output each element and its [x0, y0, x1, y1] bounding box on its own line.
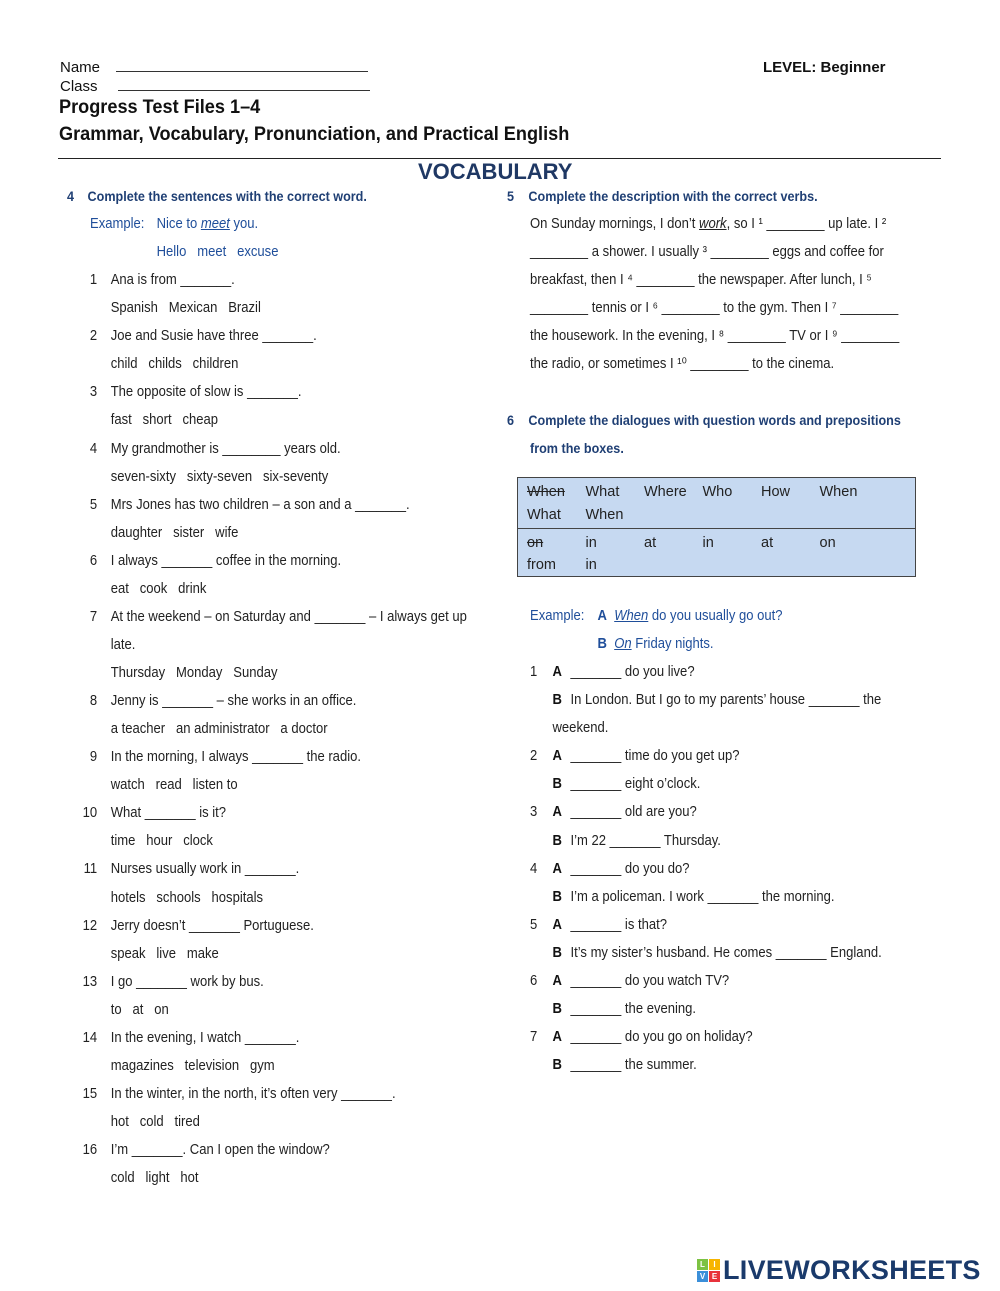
word-box: [517, 477, 916, 577]
ex4-item-options: [90, 463, 329, 491]
ex4-item-line: [89, 435, 341, 463]
item-number: 14: [82, 1029, 98, 1046]
speaker-a: A: [552, 916, 562, 933]
item-number: 6: [89, 552, 98, 569]
logo-tile: V: [697, 1271, 708, 1282]
preposition: in: [585, 557, 597, 573]
word-options[interactable]: eat cook drink: [110, 580, 207, 597]
item-sentence[interactable]: Nurses usually work in _______.: [110, 861, 300, 878]
ex5-text: On Sunday mornings, I don’t: [530, 216, 700, 232]
ex4-item-options: [90, 996, 169, 1024]
dialogue-text[interactable]: I’m a policeman. I work _______ the morning.: [570, 888, 835, 905]
speaker-a: A: [552, 804, 562, 821]
question-words-row: [518, 478, 915, 528]
dialogue-line-a: [530, 798, 697, 826]
item-number: 1: [530, 664, 538, 681]
preposition: on: [819, 535, 836, 551]
ex4-item-options: [90, 659, 278, 687]
example-text: you.: [229, 216, 259, 232]
preposition: in: [702, 535, 714, 551]
ex6-number: 6: [507, 412, 515, 428]
speaker-a: A: [552, 664, 562, 681]
item-sentence[interactable]: Jenny is _______ – she works in an office.: [110, 693, 357, 710]
dialogue-line-b: [530, 995, 697, 1023]
dialogue-line-a: [530, 658, 695, 686]
prepositions-row: [518, 528, 915, 578]
preposition: at: [644, 535, 657, 551]
word-options[interactable]: seven-sixty sixty-seven six-seventy: [110, 468, 329, 485]
item-number: 2: [530, 748, 538, 765]
question-word: When: [585, 506, 624, 523]
ex6-instruction: [507, 412, 901, 428]
dialogue-line-a: [530, 911, 668, 939]
example-text: Friday nights.: [631, 636, 714, 653]
speaker-a: A: [552, 972, 562, 989]
item-sentence[interactable]: Jerry doesn’t _______ Portuguese.: [110, 917, 314, 934]
word-options[interactable]: Thursday Monday Sunday: [110, 665, 278, 681]
speaker-b: B: [552, 832, 562, 849]
ex4-instruction-text: Complete the sentences with the correct word.: [87, 188, 367, 204]
dialogue-text[interactable]: I’m 22 _______ Thursday.: [570, 832, 721, 849]
speaker-a: A: [597, 608, 607, 624]
ex4-item-line: [89, 547, 342, 575]
preposition: in: [585, 535, 597, 551]
item-number: 6: [530, 972, 538, 989]
ex4-number: 4: [67, 188, 75, 204]
ex4-item-options: [90, 294, 261, 322]
ex4-item-line: [82, 1136, 330, 1164]
ex6-example-a: [530, 602, 783, 630]
item-number: 1: [89, 272, 98, 289]
level-label: LEVEL: Beginner: [763, 59, 886, 76]
ex4-item-line: [82, 968, 264, 996]
example-label: Example:: [530, 608, 585, 624]
ex4-item-line: [89, 266, 235, 294]
preposition: on: [527, 535, 544, 551]
ex4-item-line: [89, 491, 410, 519]
item-number: 5: [89, 496, 98, 513]
item-number: 13: [82, 973, 98, 990]
ex5-text: , so I ¹ ________ up late. I ²: [726, 216, 887, 232]
dialogue-text[interactable]: _______ do you do?: [570, 860, 690, 877]
speaker-a: A: [552, 860, 562, 877]
item-number: 16: [82, 1142, 98, 1159]
dialogue-text[interactable]: In London. But I go to my parents’ house _______ the: [570, 692, 882, 709]
ex5-instruction-text: Complete the description with the correct verbs.: [528, 188, 818, 204]
question-word: Where: [644, 484, 687, 500]
dialogue-line-b: [530, 714, 609, 742]
ex5-number: 5: [507, 188, 515, 204]
item-sentence[interactable]: In the evening, I watch _______.: [110, 1029, 300, 1046]
word-options[interactable]: Spanish Mexican Brazil: [110, 300, 261, 317]
item-sentence[interactable]: At the weekend – on Saturday and _______ – I always get up: [110, 608, 467, 625]
name-field[interactable]: [60, 59, 368, 76]
ex4-item-options: [90, 519, 239, 547]
ex4-item-line: [82, 912, 314, 940]
dialogue-text[interactable]: _______ do you watch TV?: [570, 972, 730, 989]
dialogue-text[interactable]: _______ the evening.: [570, 1000, 697, 1017]
ex4-item-options: [90, 884, 264, 912]
dialogue-text[interactable]: _______ eight o’clock.: [570, 776, 701, 793]
item-number: 11: [83, 861, 98, 878]
example-options: Hello meet excuse: [156, 244, 279, 261]
ex4-item-options: [90, 1164, 199, 1192]
example-answer: On: [614, 636, 632, 653]
word-options[interactable]: magazines television gym: [110, 1057, 275, 1074]
preposition: at: [761, 535, 774, 551]
dialogue-text[interactable]: _______ old are you?: [570, 804, 697, 821]
ex4-item-options: [90, 940, 219, 968]
speaker-b: B: [552, 776, 562, 793]
ex6-instruction-text-2: from the boxes.: [530, 440, 624, 456]
ex4-item-options: [90, 575, 207, 603]
item-sentence[interactable]: In the winter, in the north, it’s often very _______.: [110, 1085, 396, 1102]
ex6-dialogues: [530, 602, 882, 1079]
preposition: from: [527, 557, 556, 573]
name-blank[interactable]: [116, 59, 368, 72]
item-number: 3: [530, 804, 538, 821]
ex4-item-line: [83, 855, 300, 883]
name-label: Name: [60, 59, 101, 76]
ex5-line[interactable]: ________ a shower. I usually ³ ________ eggs and coffee for: [530, 244, 884, 261]
question-word: When: [527, 484, 565, 500]
word-options[interactable]: to at on: [110, 1001, 169, 1018]
speaker-a: A: [552, 748, 562, 765]
dialogue-line-b: [530, 883, 835, 911]
item-sentence[interactable]: Ana is from _______.: [110, 272, 235, 289]
item-sentence[interactable]: late.: [110, 636, 136, 653]
item-number: 12: [82, 917, 98, 934]
dialogue-text[interactable]: It’s my sister’s husband. He comes _______ England.: [570, 944, 882, 961]
word-options[interactable]: time hour clock: [110, 833, 213, 850]
item-number: 2: [89, 328, 98, 345]
item-number: 4: [530, 860, 538, 877]
class-label: Class: [60, 78, 98, 95]
example-text: Nice to: [156, 216, 201, 232]
ex5-line[interactable]: breakfast, then I ⁴ ________ the newspaper. After lunch, I ⁵: [530, 272, 872, 289]
word-options[interactable]: cold light hot: [110, 1170, 199, 1187]
item-number: 7: [530, 1028, 538, 1045]
logo-tile: E: [709, 1271, 720, 1282]
item-sentence[interactable]: I’m _______. Can I open the window?: [110, 1142, 330, 1159]
ex6-example-b: [530, 630, 714, 658]
ex4-item-options: [90, 1052, 275, 1080]
item-number: 3: [89, 384, 98, 401]
ex4-item-options: [90, 350, 239, 378]
speaker-b: B: [597, 636, 607, 653]
ex5-line[interactable]: ________ tennis or I ⁶ ________ to the gym. Then I ⁷ ________: [530, 300, 899, 317]
page-subtitle: Grammar, Vocabulary, Pronunciation, and Practical English: [59, 123, 570, 145]
question-word: What: [527, 506, 561, 523]
class-field[interactable]: [60, 78, 370, 95]
liveworksheets-logo: [697, 1255, 981, 1286]
dialogue-line-a: [530, 742, 740, 770]
word-options[interactable]: a teacher an administrator a doctor: [110, 721, 328, 738]
ex4-item-line: [89, 603, 467, 631]
dialogue-line-b: [530, 939, 882, 967]
ex4-instruction: [67, 188, 367, 204]
speaker-b: B: [552, 888, 562, 905]
ex4-item-options: [90, 1108, 200, 1136]
question-word: How: [761, 484, 791, 500]
item-number: 8: [89, 693, 98, 710]
ex4-item-options: [90, 406, 219, 434]
dialogue-line-a: [530, 967, 730, 995]
dialogue-text[interactable]: weekend.: [552, 720, 609, 737]
example-answer: When: [614, 608, 649, 624]
class-blank[interactable]: [118, 78, 370, 91]
example-label: Example:: [90, 216, 145, 232]
item-sentence[interactable]: What _______ is it?: [110, 805, 227, 822]
ex4-example-options: [90, 238, 279, 266]
example-answer: meet: [200, 216, 230, 232]
dialogue-line-b: [530, 686, 882, 714]
dialogue-text[interactable]: _______ time do you get up?: [570, 748, 740, 765]
item-number: 15: [82, 1085, 98, 1102]
dialogue-line-a: [530, 855, 690, 883]
ex4-item-line: [90, 631, 144, 659]
ex5-instruction: [507, 188, 818, 204]
item-sentence[interactable]: I always _______ coffee in the morning.: [110, 552, 342, 569]
logo-text: LIVEWORKSHEETS: [723, 1255, 981, 1285]
section-title: VOCABULARY: [418, 159, 573, 184]
item-sentence[interactable]: The opposite of slow is _______.: [110, 384, 302, 401]
item-sentence[interactable]: Joe and Susie have three _______.: [110, 328, 317, 345]
ex5-paragraph: [530, 210, 940, 378]
dialogue-line-a: [530, 1023, 753, 1051]
word-options[interactable]: child childs children: [110, 356, 239, 373]
question-word: When: [819, 484, 858, 500]
speaker-b: B: [552, 1000, 562, 1017]
ex4-item-options: [90, 827, 213, 855]
question-word: Who: [702, 484, 733, 500]
item-sentence[interactable]: Mrs Jones has two children – a son and a _______.: [110, 496, 410, 513]
ex4-item-line: [82, 1080, 396, 1108]
word-options[interactable]: hotels schools hospitals: [110, 889, 264, 906]
ex6-instruction-text: Complete the dialogues with question words and prepositions: [528, 412, 901, 428]
logo-tile: I: [709, 1259, 720, 1270]
logo-icon: [697, 1259, 720, 1282]
item-sentence[interactable]: In the morning, I always _______ the radio.: [110, 749, 361, 766]
ex4-item-line: [89, 743, 361, 771]
question-word: What: [585, 484, 620, 500]
logo-tile: L: [697, 1259, 708, 1270]
dialogue-text[interactable]: _______ the summer.: [570, 1057, 697, 1073]
word-options[interactable]: speak live make: [110, 945, 219, 962]
ex5-example-answer: work: [699, 216, 727, 232]
ex4-item-line: [89, 687, 357, 715]
dialogue-text[interactable]: _______ do you go on holiday?: [570, 1028, 753, 1045]
ex5-line[interactable]: the housework. In the evening, I ⁸ ________ TV or I ⁹ ________: [530, 328, 900, 345]
word-options[interactable]: watch read listen to: [110, 777, 238, 794]
ex4-item-line: [82, 1024, 300, 1052]
ex4-item-options: [90, 771, 238, 799]
item-sentence[interactable]: My grandmother is ________ years old.: [110, 440, 341, 457]
item-number: 5: [530, 916, 538, 933]
ex4-item-line: [82, 799, 227, 827]
ex4-item-options: [90, 715, 328, 743]
page-title: Progress Test Files 1–4: [59, 96, 261, 118]
item-number: 7: [89, 608, 98, 625]
dialogue-text[interactable]: _______ do you live?: [570, 664, 695, 681]
dialogue-line-b: [530, 770, 701, 798]
speaker-a: A: [552, 1028, 562, 1045]
ex4-example: [90, 210, 259, 238]
word-options[interactable]: fast short cheap: [110, 412, 219, 429]
ex5-line[interactable]: the radio, or sometimes I ¹⁰ ________ to the cinema.: [530, 356, 835, 373]
item-number: 4: [89, 440, 98, 457]
example-text: do you usually go out?: [648, 608, 783, 624]
ex4-list: [82, 210, 467, 1192]
speaker-b: B: [552, 692, 562, 709]
speaker-b: B: [552, 1057, 562, 1073]
speaker-b: B: [552, 944, 562, 961]
ex4-item-line: [89, 322, 317, 350]
dialogue-line-b: [530, 827, 721, 855]
ex4-item-line: [89, 378, 302, 406]
ex5-line: [530, 210, 899, 238]
item-number: 9: [89, 749, 98, 766]
item-sentence[interactable]: I go _______ work by bus.: [110, 973, 264, 990]
item-number: 10: [82, 805, 98, 822]
dialogue-line-b: [530, 1051, 697, 1079]
word-options[interactable]: daughter sister wife: [110, 524, 239, 541]
word-options[interactable]: hot cold tired: [110, 1114, 200, 1130]
dialogue-text[interactable]: _______ is that?: [570, 916, 668, 933]
